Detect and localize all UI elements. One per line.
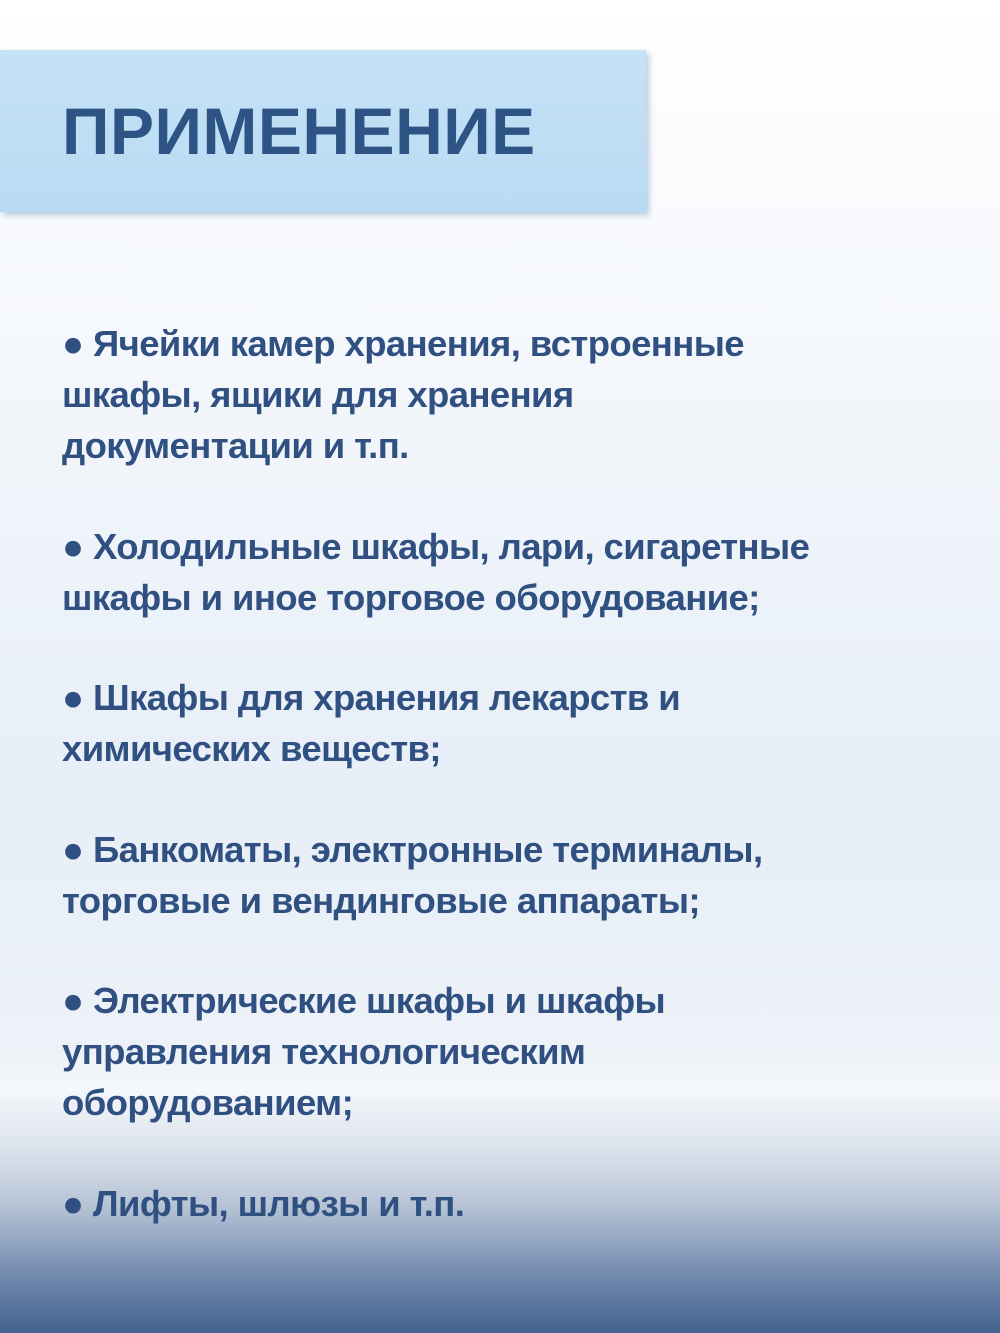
title-banner xyxy=(0,50,646,212)
list-item: ● Ячейки камер хранения, встроенные шкафы, ящики для хранения документации и т.п. xyxy=(62,323,744,466)
list-item: ● Холодильные шкафы, лари, сигаретные шкафы и иное торговое оборудование; xyxy=(62,526,810,618)
list-item: ● Электрические шкафы и шкафы управления технологическим оборудованием; xyxy=(62,980,666,1123)
page-title: ПРИМЕНЕНИЕ xyxy=(62,94,536,168)
list-item: ● Шкафы для хранения лекарств и химических веществ; xyxy=(62,677,681,769)
list-item: ● Банкоматы, электронные терминалы, торговые и вендинговые аппараты; xyxy=(62,829,763,921)
list-item: ● Лифты, шлюзы и т.п. xyxy=(62,1183,465,1224)
